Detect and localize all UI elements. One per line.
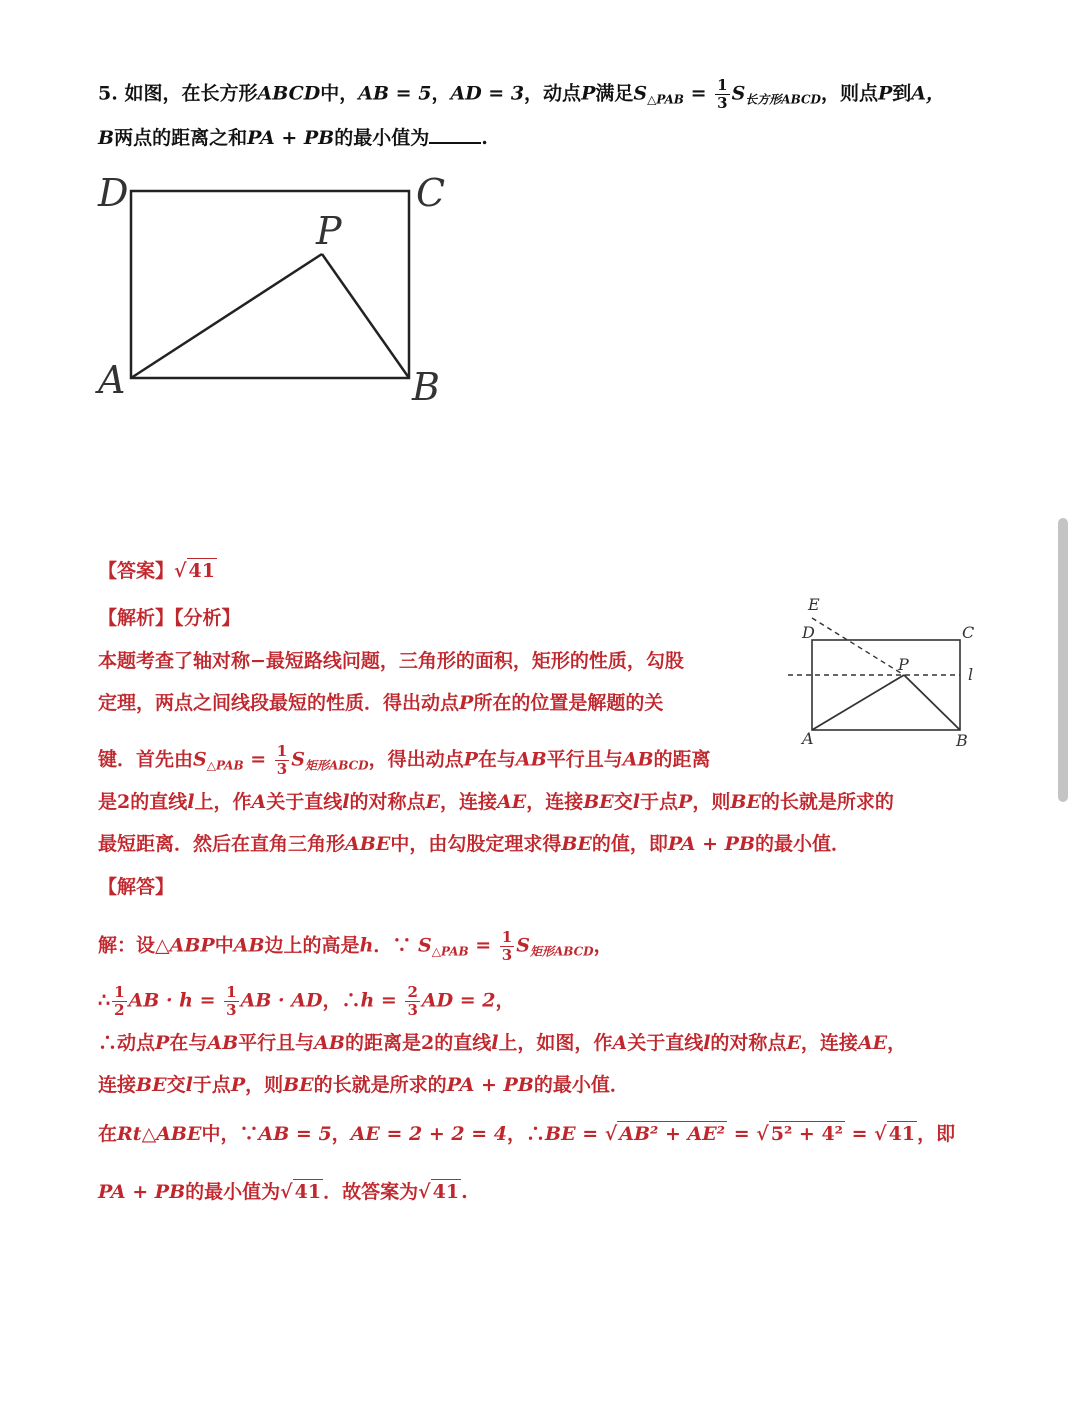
text: 定理，两点之间线段最短的性质．得出动点 xyxy=(98,692,460,714)
text: ， xyxy=(331,1123,351,1145)
text: 中，由勾股定理求得 xyxy=(390,833,562,855)
math: E xyxy=(786,1032,801,1054)
math: l xyxy=(187,791,195,813)
label-a: A xyxy=(98,358,126,402)
radicand: 41 xyxy=(294,1181,322,1203)
text: 于点 xyxy=(640,791,679,813)
text: ，连接 xyxy=(800,1032,858,1054)
text: ，连接 xyxy=(439,791,497,813)
math: E xyxy=(599,791,614,813)
text: 在与 xyxy=(477,748,516,771)
subscript: △PAB xyxy=(647,92,684,107)
math: BE xyxy=(136,1074,167,1096)
area-symbol: S xyxy=(633,82,648,105)
math: P xyxy=(877,82,893,105)
text: 的距离 xyxy=(653,748,711,771)
fraction xyxy=(405,985,419,1018)
text: 交 xyxy=(166,1074,186,1096)
subscript: △PAB xyxy=(206,758,244,773)
text: 的对称点 xyxy=(710,1032,787,1054)
label-p: P xyxy=(898,655,909,674)
text: 在 xyxy=(98,1123,118,1145)
math: l xyxy=(703,1032,711,1054)
text: 平行且与 xyxy=(546,748,623,771)
text: 到 xyxy=(892,82,912,105)
fraction xyxy=(224,985,238,1018)
area-symbol: S xyxy=(731,82,746,105)
radicand: AB² + AE² xyxy=(619,1123,726,1145)
subscript: 矩形ABCD xyxy=(529,944,594,959)
text: ．故答案为 xyxy=(323,1181,419,1203)
label-b: B xyxy=(956,731,968,750)
text: 关于直线 xyxy=(627,1032,704,1054)
text: 所在的位置是解题的关 xyxy=(473,692,664,714)
text: 平行且与 xyxy=(238,1032,315,1054)
text: 的长就是所求的 xyxy=(760,791,894,813)
label-d: D xyxy=(802,623,815,642)
radicand: 41 xyxy=(188,560,215,582)
segment-ap xyxy=(812,675,904,730)
math: ABE xyxy=(345,833,391,855)
area-symbol: S xyxy=(418,934,432,957)
text: ， xyxy=(593,934,613,957)
label-b: B xyxy=(412,365,440,409)
solution-line-3 xyxy=(98,1034,906,1053)
text: ，即 xyxy=(917,1123,956,1145)
sqrt: √ 5² + 4² xyxy=(756,1123,843,1145)
math: AE xyxy=(857,1032,888,1054)
sqrt: √ 41 xyxy=(418,1181,460,1203)
label-p: P xyxy=(316,209,342,253)
numerator: 1 xyxy=(114,983,125,1001)
math: l xyxy=(632,791,640,813)
math: B xyxy=(637,748,654,771)
text: ，动点 xyxy=(524,82,582,105)
denominator: 3 xyxy=(407,1001,418,1019)
label-a: A xyxy=(802,729,814,748)
subscript: △PAB xyxy=(431,944,469,959)
label-e: E xyxy=(808,595,820,614)
math: B xyxy=(248,934,265,957)
analysis-line-2 xyxy=(98,694,663,713)
math: AB xyxy=(207,1032,239,1054)
math: AB · h = xyxy=(128,989,216,1012)
text: 连接 xyxy=(98,1074,137,1096)
area-symbol: S xyxy=(516,934,530,957)
label-c: C xyxy=(416,171,446,215)
equals: = xyxy=(851,1123,868,1145)
text: 如图，在长方形 xyxy=(124,82,258,105)
text: 中 xyxy=(214,934,234,957)
text: 上，作 xyxy=(194,791,252,813)
math: B xyxy=(98,127,115,149)
subscript: 长方形ABCD xyxy=(745,92,821,107)
equals: = xyxy=(475,934,492,957)
text: ．∵ xyxy=(373,934,412,957)
analysis-line-1 xyxy=(98,652,684,671)
math: E xyxy=(511,791,527,813)
fraction xyxy=(112,985,126,1018)
solution-tag: 【解答】 xyxy=(98,876,175,898)
figure-rectangle-abcd xyxy=(90,160,450,410)
math: AB = 5 xyxy=(358,82,432,105)
math: P xyxy=(459,692,474,714)
text: 的最小值为 xyxy=(334,127,430,149)
text: 于点 xyxy=(192,1074,231,1096)
math: PA + PB xyxy=(247,127,335,149)
math: P xyxy=(230,1074,246,1096)
radicand: 41 xyxy=(888,1123,916,1145)
math: h xyxy=(359,934,374,957)
solution-line-4 xyxy=(98,1076,629,1095)
math: A xyxy=(496,791,512,813)
text: 的最小值． xyxy=(755,833,851,855)
math: P xyxy=(463,748,478,771)
label-l: l xyxy=(968,665,974,684)
sqrt: √ AB² + AE² xyxy=(604,1123,726,1145)
math: l xyxy=(491,1032,499,1054)
denominator: 3 xyxy=(226,1001,237,1019)
vertical-scrollbar-thumb[interactable] xyxy=(1058,518,1068,802)
text: ，∴ xyxy=(322,989,361,1012)
area-symbol: S xyxy=(291,748,305,771)
text: ∴动点 xyxy=(98,1032,156,1054)
answer-tag: 【答案】 xyxy=(98,560,175,582)
fraction xyxy=(275,744,289,777)
area-symbol: S xyxy=(193,748,207,771)
segment-pb xyxy=(904,675,960,730)
math: AB = 5 xyxy=(258,1123,332,1145)
analysis-line-5 xyxy=(98,835,850,854)
sqrt: √ 41 xyxy=(874,1123,916,1145)
text: 满足 xyxy=(595,82,634,105)
text: 最短距离．然后在直角三角形 xyxy=(98,833,346,855)
math: PA + PB xyxy=(667,833,756,855)
denominator: 3 xyxy=(717,94,728,112)
text: ， xyxy=(495,989,515,1012)
fraction xyxy=(715,78,729,111)
solution-line-5 xyxy=(98,1125,955,1144)
math: A xyxy=(622,748,638,771)
math: PA + PB xyxy=(446,1074,534,1096)
math: E xyxy=(425,791,440,813)
math: BE xyxy=(283,1074,314,1096)
text: 中， xyxy=(320,82,359,105)
sqrt: √ 41 xyxy=(280,1181,322,1203)
segment-pb xyxy=(322,254,409,378)
math: BE = xyxy=(545,1123,599,1145)
math: △ABP xyxy=(155,934,215,957)
text: 是2的直线 xyxy=(98,791,188,813)
text: 的长就是所求的 xyxy=(313,1074,447,1096)
math: l xyxy=(185,1074,193,1096)
segment-pa xyxy=(131,254,322,378)
segment-be-dashed xyxy=(812,618,904,675)
text: ，∴ xyxy=(507,1123,546,1145)
math: B xyxy=(730,791,747,813)
math: h = xyxy=(360,989,397,1012)
subscript: 矩形ABCD xyxy=(304,758,369,773)
text: 的最小值． xyxy=(533,1074,629,1096)
text: . xyxy=(461,1181,468,1203)
text: 本题考查了轴对称−最短路线问题，三角形的面积，矩形的性质，勾股 xyxy=(98,650,684,672)
math: B xyxy=(530,748,547,771)
text: 边上的高是 xyxy=(264,934,360,957)
text: ，则点 xyxy=(820,82,878,105)
text: 的对称点 xyxy=(349,791,426,813)
math: Rt△ABE xyxy=(117,1123,202,1145)
math: BE xyxy=(561,833,592,855)
answer-blank xyxy=(429,128,481,144)
equals: = xyxy=(250,748,267,771)
math: A xyxy=(515,748,531,771)
text: 在与 xyxy=(169,1032,208,1054)
problem-line-1 xyxy=(98,78,945,111)
text: ， xyxy=(887,1032,907,1054)
math: B xyxy=(583,791,600,813)
text: 键．首先由 xyxy=(98,748,194,771)
label-c: C xyxy=(962,623,975,642)
math: l xyxy=(342,791,350,813)
text: . xyxy=(481,127,488,149)
text: 解：设 xyxy=(98,934,156,957)
math: P xyxy=(155,1032,170,1054)
text: 上，如图，作 xyxy=(498,1032,613,1054)
analysis-line-4 xyxy=(98,793,894,812)
math: AB · AD xyxy=(240,989,323,1012)
text: ，则 xyxy=(245,1074,284,1096)
problem-number: 5. xyxy=(98,82,118,105)
text: 的最小值为 xyxy=(185,1181,281,1203)
problem-line-2 xyxy=(98,128,488,148)
math: A xyxy=(251,791,267,813)
math: AB xyxy=(314,1032,345,1054)
math: P xyxy=(581,82,596,105)
solution-line-1 xyxy=(98,930,613,963)
solution-line-2 xyxy=(98,985,515,1018)
radicand: 5² + 4² xyxy=(770,1123,843,1145)
text: 的值，即 xyxy=(591,833,668,855)
text: 两点的距离之和 xyxy=(114,127,248,149)
text: ∴ xyxy=(98,989,111,1012)
analysis-line-3 xyxy=(98,744,711,777)
sqrt: √ 41 xyxy=(174,560,215,582)
figure-reflection-diagram xyxy=(782,592,982,754)
text: ，则 xyxy=(692,791,731,813)
denominator: 3 xyxy=(501,946,513,964)
label-d: D xyxy=(98,171,129,215)
fraction xyxy=(500,930,514,963)
answer-line xyxy=(98,562,217,581)
text: ，连接 xyxy=(526,791,584,813)
text: 交 xyxy=(613,791,633,813)
numerator: 2 xyxy=(407,983,418,1001)
math: A xyxy=(233,934,249,957)
math: E xyxy=(746,791,761,813)
math: AE = 2 + 2 = 4 xyxy=(350,1123,508,1145)
text: 关于直线 xyxy=(266,791,343,813)
text: 中，∵ xyxy=(201,1123,259,1145)
numerator: 1 xyxy=(276,742,288,760)
math: A， xyxy=(911,82,946,105)
math: AD = 2 xyxy=(421,989,496,1012)
equals: = xyxy=(733,1123,750,1145)
math: A xyxy=(612,1032,628,1054)
math: PA + PB xyxy=(98,1181,186,1203)
math: AD = 3 xyxy=(450,82,525,105)
text: 的距离是2的直线 xyxy=(344,1032,492,1054)
equals: = xyxy=(690,82,707,105)
text: ，得出动点 xyxy=(368,748,464,771)
numerator: 1 xyxy=(717,76,728,94)
text: ， xyxy=(431,82,451,105)
solution-line-6 xyxy=(98,1183,468,1202)
math: ABCD xyxy=(257,82,321,105)
numerator: 1 xyxy=(226,983,237,1001)
radicand: 41 xyxy=(432,1181,460,1203)
math: P xyxy=(678,791,693,813)
denominator: 2 xyxy=(114,1001,125,1019)
denominator: 3 xyxy=(276,760,288,778)
numerator: 1 xyxy=(501,928,513,946)
analysis-tag: 【解析】【分析】 xyxy=(98,607,241,629)
